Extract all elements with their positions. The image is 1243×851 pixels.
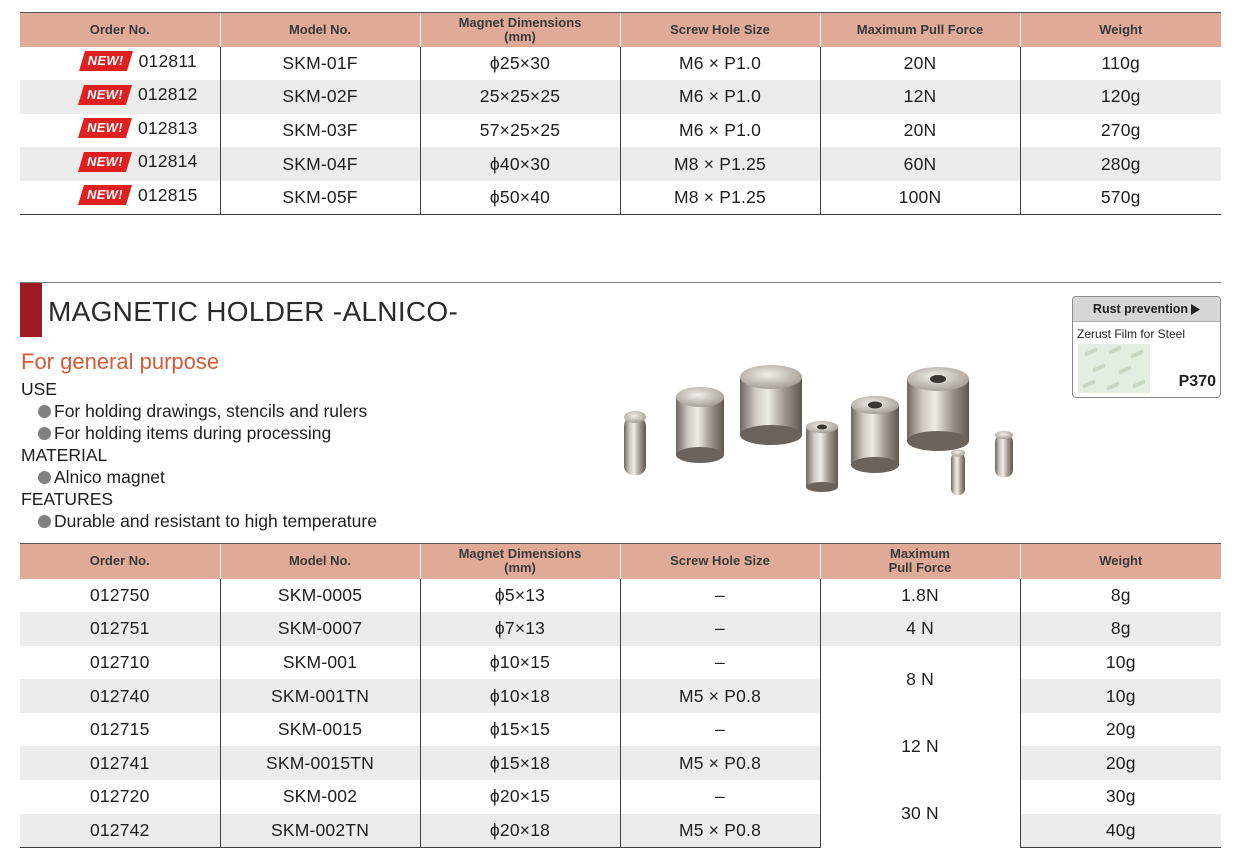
magnet-dimensions: ϕ5×13 xyxy=(420,579,620,613)
alnico-models-table xyxy=(20,543,1221,848)
use-heading: USE xyxy=(21,379,57,399)
weight: 270g xyxy=(1020,114,1221,148)
max-pull-force: 60N xyxy=(820,147,1020,181)
order-cell xyxy=(20,80,220,114)
table-row xyxy=(20,814,1221,848)
table-row xyxy=(20,679,1221,713)
magnet-dimensions: ϕ10×18 xyxy=(420,679,620,713)
model-number: SKM-001 xyxy=(220,646,420,680)
header-weight: Weight xyxy=(1020,13,1221,47)
magnet-holders-photo xyxy=(608,355,1038,505)
header-max-pull-force xyxy=(820,544,1020,579)
model-number: SKM-002 xyxy=(220,780,420,814)
table-row xyxy=(20,713,1221,747)
material-item xyxy=(21,466,377,488)
header-order-no: Order No. xyxy=(20,13,220,47)
table-row xyxy=(20,780,1221,814)
max-pull-force: 1.8N xyxy=(820,579,1020,613)
header-pull-line2: Pull Force xyxy=(888,560,952,576)
screw-hole-size: M6 × P1.0 xyxy=(620,80,820,114)
table-row xyxy=(20,579,1221,613)
order-number: 012812 xyxy=(137,84,198,105)
model-number: SKM-02F xyxy=(220,80,420,114)
rust-prevention-heading: Rust prevention xyxy=(1092,302,1189,316)
screw-hole-size: M5 × P0.8 xyxy=(620,679,820,713)
order-number: 012750 xyxy=(89,584,150,605)
new-badge xyxy=(78,152,132,172)
title-accent-bar xyxy=(20,283,42,337)
new-badge xyxy=(79,51,133,71)
magnet-dimensions: 25×25×25 xyxy=(420,80,620,114)
model-number: SKM-001TN xyxy=(220,679,420,713)
model-number: SKM-03F xyxy=(220,114,420,148)
model-number: SKM-0015 xyxy=(220,713,420,747)
screw-hole-size: – xyxy=(620,612,820,646)
magnet-dimensions: ϕ10×15 xyxy=(420,646,620,680)
new-badge xyxy=(78,118,132,138)
rust-page-reference: P370 xyxy=(1178,373,1216,390)
model-number: SKM-0015TN xyxy=(220,746,420,780)
bullet-icon xyxy=(38,515,51,528)
features-item xyxy=(21,510,377,532)
screw-hole-size: M6 × P1.0 xyxy=(620,114,820,148)
header-pull-line1: Maximum xyxy=(890,546,950,562)
new-badge-label: NEW! xyxy=(87,86,123,102)
table-row xyxy=(20,746,1221,780)
use-item xyxy=(21,400,377,422)
zerust-film-image xyxy=(1078,344,1150,393)
screw-hole-size: M5 × P0.8 xyxy=(620,746,820,780)
features-heading: FEATURES xyxy=(21,489,114,509)
table-header-row xyxy=(20,544,1221,579)
weight: 20g xyxy=(1020,746,1221,780)
bullet-icon xyxy=(38,427,51,440)
order-number: 012715 xyxy=(89,719,150,740)
order-number: 012742 xyxy=(20,814,220,848)
bullet-icon xyxy=(38,405,51,418)
model-number: SKM-0007 xyxy=(220,612,420,646)
order-cell xyxy=(20,181,220,215)
header-magnet-dimensions xyxy=(420,544,620,579)
order-number: 012710 xyxy=(89,651,150,672)
magnet-dimensions: ϕ15×15 xyxy=(420,713,620,747)
rust-prevention-link[interactable] xyxy=(1072,296,1221,398)
weight: 10g xyxy=(1020,646,1221,680)
order-number: 012720 xyxy=(89,786,150,807)
order-number: 012811 xyxy=(138,50,197,71)
order-number: 012813 xyxy=(137,117,198,138)
max-pull-force: 20N xyxy=(820,114,1020,148)
model-number: SKM-01F xyxy=(220,47,420,81)
table-row xyxy=(20,47,1221,81)
weight: 570g xyxy=(1020,181,1221,215)
table-header-row xyxy=(20,13,1221,47)
model-number: SKM-002TN xyxy=(220,814,420,848)
use-item xyxy=(21,422,377,444)
section-divider xyxy=(20,282,1221,283)
header-dims-line1: Magnet Dimensions xyxy=(458,14,582,30)
model-number: SKM-04F xyxy=(220,147,420,181)
order-cell xyxy=(20,147,220,181)
max-pull-force: 20N xyxy=(820,47,1020,81)
order-number: 012741 xyxy=(20,746,220,780)
table-row xyxy=(20,646,1221,680)
order-number: 012815 xyxy=(137,184,198,205)
weight: 280g xyxy=(1020,147,1221,181)
screw-hole-size: – xyxy=(620,646,820,680)
section-title: MAGNETIC HOLDER -ALNICO- xyxy=(48,296,459,327)
weight: 8g xyxy=(1020,612,1221,646)
weight: 30g xyxy=(1020,780,1221,814)
order-number: 012751 xyxy=(20,612,220,646)
section-subtitle: For general purpose xyxy=(21,349,220,374)
rust-prevention-header xyxy=(1073,297,1220,322)
new-models-table xyxy=(20,12,1221,215)
magnet-dimensions: ϕ25×30 xyxy=(420,47,620,81)
new-badge-label: NEW! xyxy=(87,53,124,69)
screw-hole-size: M5 × P0.8 xyxy=(620,814,820,848)
header-magnet-dimensions xyxy=(420,13,620,47)
magnet-dimensions: ϕ7×13 xyxy=(420,612,620,646)
order-number: 012740 xyxy=(20,679,220,713)
model-number: SKM-0005 xyxy=(220,579,420,613)
weight: 8g xyxy=(1020,579,1221,613)
header-screw-hole-size: Screw Hole Size xyxy=(620,13,820,47)
header-screw-hole-size: Screw Hole Size xyxy=(620,544,820,579)
header-model-no: Model No. xyxy=(220,13,420,47)
use-item-text: For holding items during processing xyxy=(54,423,332,443)
use-item-text: For holding drawings, stencils and rulers xyxy=(54,401,368,421)
rust-prevention-subtitle: Zerust Film for Steel xyxy=(1077,327,1186,341)
header-order-no: Order No. xyxy=(20,544,220,579)
header-weight: Weight xyxy=(1020,544,1221,579)
magnet-dimensions: ϕ20×18 xyxy=(420,814,620,848)
max-pull-force: 12N xyxy=(820,80,1020,114)
new-badge-label: NEW! xyxy=(87,120,123,136)
table-row xyxy=(20,114,1221,148)
max-pull-force: 100N xyxy=(820,181,1020,215)
order-number: 012814 xyxy=(137,151,198,172)
table-row xyxy=(20,612,1221,646)
header-max-pull-force: Maximum Pull Force xyxy=(820,13,1020,47)
product-description xyxy=(21,378,377,532)
weight: 20g xyxy=(1020,713,1221,747)
max-pull-force: 4 N xyxy=(820,612,1020,646)
weight: 40g xyxy=(1020,814,1221,848)
max-pull-force: 12 N xyxy=(820,713,1020,780)
screw-hole-size: M8 × P1.25 xyxy=(620,181,820,215)
new-badge-label: NEW! xyxy=(87,187,123,203)
screw-hole-size: – xyxy=(620,579,820,613)
screw-hole-size: – xyxy=(620,780,820,814)
magnet-dimensions: ϕ15×18 xyxy=(420,746,620,780)
header-model-no: Model No. xyxy=(220,544,420,579)
screw-hole-size: M8 × P1.25 xyxy=(620,147,820,181)
max-pull-force: 8 N xyxy=(820,646,1020,713)
screw-hole-size: M6 × P1.0 xyxy=(620,47,820,81)
header-dims-line2: (mm) xyxy=(504,28,536,44)
model-number: SKM-05F xyxy=(220,181,420,215)
new-badge xyxy=(78,185,132,205)
magnet-dimensions: 57×25×25 xyxy=(420,114,620,148)
bullet-icon xyxy=(38,471,51,484)
material-item-text: Alnico magnet xyxy=(54,467,165,487)
header-dims-line1: Magnet Dimensions xyxy=(458,546,582,562)
header-dims-line2: (mm) xyxy=(504,560,536,576)
weight: 110g xyxy=(1020,47,1221,81)
magnet-dimensions: ϕ20×15 xyxy=(420,780,620,814)
order-cell xyxy=(20,114,220,148)
order-cell xyxy=(20,47,220,81)
max-pull-force: 30 N xyxy=(820,780,1020,847)
new-badge-label: NEW! xyxy=(87,153,123,169)
material-heading: MATERIAL xyxy=(21,445,108,465)
play-arrow-icon xyxy=(1191,304,1200,315)
weight: 120g xyxy=(1020,80,1221,114)
table-row xyxy=(20,147,1221,181)
weight: 10g xyxy=(1020,679,1221,713)
magnet-dimensions: ϕ50×40 xyxy=(420,181,620,215)
table-row xyxy=(20,181,1221,215)
magnet-dimensions: ϕ40×30 xyxy=(420,147,620,181)
features-item-text: Durable and resistant to high temperature xyxy=(54,511,377,531)
screw-hole-size: – xyxy=(620,713,820,747)
table-row xyxy=(20,80,1221,114)
new-badge xyxy=(78,85,132,105)
